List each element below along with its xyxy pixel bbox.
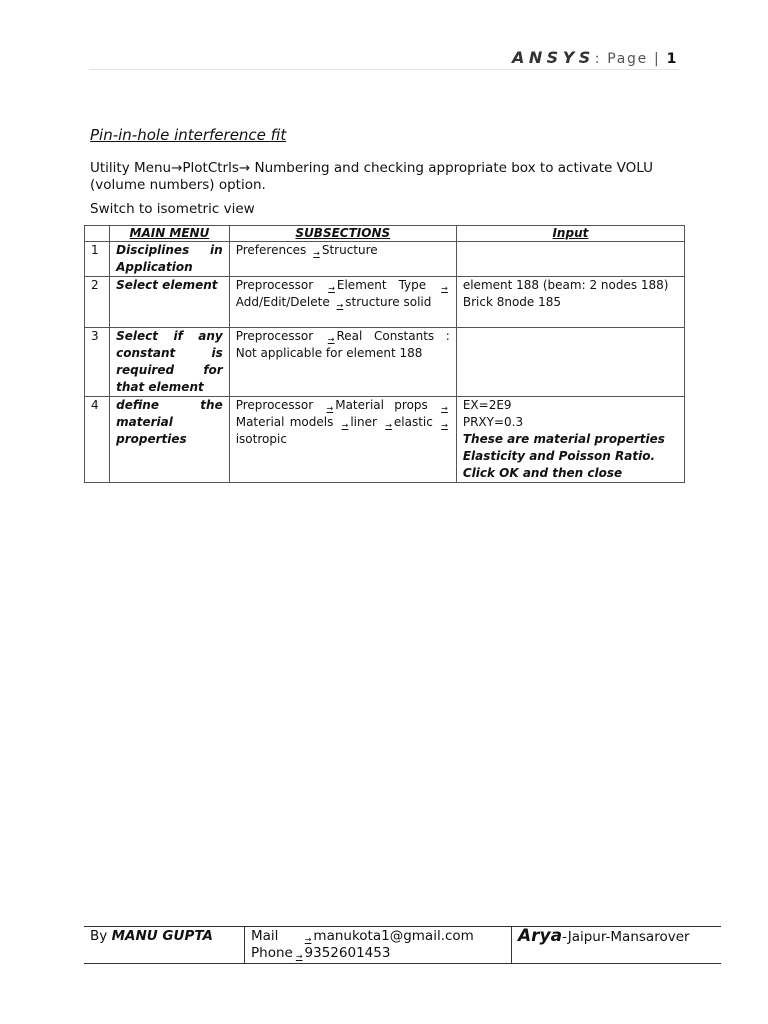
row-number: 4 [85, 397, 110, 483]
input-note: Click OK and then close [462, 466, 623, 480]
main-menu-cell: Select element [110, 277, 230, 328]
document-title: Pin-in-hole interference fit [90, 126, 287, 144]
table-header-row [85, 226, 685, 242]
footer-org-location: -Jaipur-Mansarover [562, 929, 690, 945]
footer-org-name: Arya [518, 926, 563, 946]
page-header [512, 48, 678, 67]
input-line: element 188 (beam: 2 nodes 188) [462, 278, 669, 292]
footer-mail-label: Mail [251, 928, 279, 944]
subsection-step: liner [350, 415, 377, 429]
table-row [85, 242, 685, 277]
footer-author-cell [84, 927, 245, 964]
submenu-arrow-icon: → [313, 249, 320, 258]
main-menu-cell: define the material properties [110, 397, 230, 483]
footer-row [84, 927, 721, 964]
submenu-arrow-icon: → [336, 301, 344, 310]
header-input: Input [456, 226, 684, 242]
footer-author: MANU GUPTA [111, 928, 213, 944]
header-num [85, 226, 110, 242]
subsection-cell [229, 397, 456, 483]
subsection-step: Material models [235, 415, 334, 429]
input-line: Brick 8node 185 [462, 295, 562, 309]
footer-mail-value: manukota1@gmail.com [313, 928, 474, 944]
subsection-step: Element Type [336, 278, 427, 292]
input-cell [456, 242, 684, 277]
isometric-paragraph: Switch to isometric view [90, 201, 255, 217]
input-line: PRXY=0.3 [462, 415, 524, 429]
subsection-step: isotropic [235, 432, 287, 446]
subsection-cell [229, 277, 456, 328]
footer-contact-cell [245, 927, 512, 964]
header-divider [89, 69, 679, 70]
subsection-cell [229, 328, 456, 397]
row-number: 1 [85, 242, 110, 277]
main-menu-cell: Select if any constant is required for that element [110, 328, 230, 397]
footer [84, 926, 721, 964]
input-cell [456, 277, 684, 328]
submenu-arrow-icon: → [441, 404, 448, 413]
submenu-arrow-icon: → [326, 404, 334, 413]
footer-org-cell [512, 927, 722, 964]
subsection-step: Preprocessor [235, 329, 314, 343]
table-row [85, 277, 685, 328]
header-page-label: : Page | [594, 51, 661, 67]
table-row [85, 397, 685, 483]
main-menu-cell: Disciplines in Application [110, 242, 230, 277]
subsection-step: Real Constants : Not applicable for element 188 [235, 329, 450, 360]
header-subsections: SUBSECTIONS [229, 226, 456, 242]
footer-mail-line [251, 928, 505, 945]
input-line: EX=2E9 [462, 398, 512, 412]
row-number: 2 [85, 277, 110, 328]
input-cell [456, 328, 684, 397]
subsection-step: Add/Edit/Delete [235, 295, 330, 309]
submenu-arrow-icon: → [328, 284, 335, 293]
footer-phone-label: Phone [251, 945, 293, 961]
subsection-step: Preprocessor [235, 278, 314, 292]
footer-by-label: By [90, 928, 108, 944]
input-note: These are material properties Elasticity and Poisson Ratio. [462, 432, 665, 463]
input-cell [456, 397, 684, 483]
submenu-arrow-icon: → [441, 284, 448, 293]
subsection-step: Structure [321, 243, 378, 257]
submenu-arrow-icon: → [295, 952, 303, 961]
steps-table [84, 225, 685, 483]
submenu-arrow-icon: → [385, 421, 392, 430]
table-row [85, 328, 685, 397]
subsection-step: Material props [335, 398, 428, 412]
row-number: 3 [85, 328, 110, 397]
submenu-arrow-icon: → [441, 421, 448, 430]
submenu-arrow-icon: → [304, 935, 312, 944]
submenu-arrow-icon: → [327, 335, 335, 344]
footer-phone-line [251, 945, 505, 962]
subsection-step: Preprocessor [235, 398, 314, 412]
instruction-paragraph: Utility Menu→PlotCtrls→ Numbering and checking appropriate box to activate VOLU (volume numbers) option. [90, 160, 653, 193]
subsection-step: elastic [393, 415, 433, 429]
footer-phone-value: 9352601453 [304, 945, 391, 961]
subsection-cell [229, 242, 456, 277]
submenu-arrow-icon: → [341, 421, 349, 430]
header-page-number: 1 [666, 51, 678, 67]
header-main-menu: MAIN MENU [110, 226, 230, 242]
header-brand: ANSYS [511, 48, 595, 67]
subsection-step: structure solid [345, 295, 432, 309]
subsection-step: Preferences [235, 243, 307, 257]
